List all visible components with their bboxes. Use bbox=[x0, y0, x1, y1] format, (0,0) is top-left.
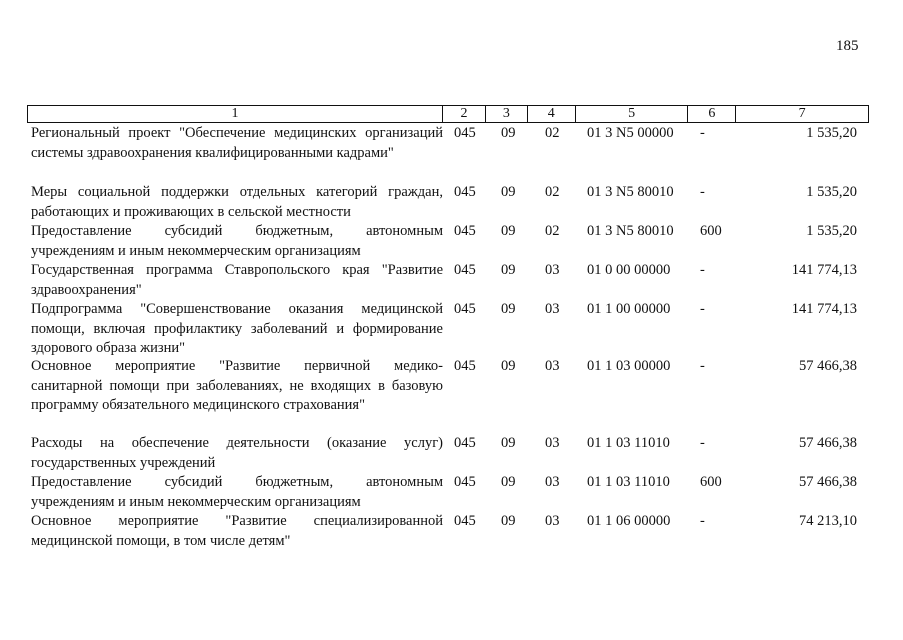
row-code-expense-type: - bbox=[700, 358, 705, 374]
row-description-line: учреждениям и иным некоммерческим организациям bbox=[31, 493, 361, 510]
row-code-target: 01 1 03 11010 bbox=[587, 435, 670, 451]
row-code-target: 01 1 00 00000 bbox=[587, 301, 671, 317]
row-description-line: здорового образа жизни" bbox=[31, 340, 186, 356]
row-code-expense-type: - bbox=[700, 125, 705, 141]
header-col-3: 3 bbox=[486, 106, 528, 122]
row-description-line: Основное мероприятие "Развитие первичной медико- bbox=[31, 358, 443, 374]
row-code-subsection: 03 bbox=[545, 358, 560, 374]
header-col-1: 1 bbox=[28, 106, 443, 122]
row-code-target: 01 3 N5 80010 bbox=[587, 223, 674, 239]
row-code-ministry: 045 bbox=[454, 184, 476, 200]
row-code-subsection: 03 bbox=[545, 435, 560, 451]
row-code-ministry: 045 bbox=[454, 513, 476, 529]
row-amount: 74 213,10 bbox=[799, 513, 857, 529]
row-description bbox=[31, 473, 443, 512]
row-code-subsection: 03 bbox=[545, 262, 560, 278]
row-amount: 57 466,38 bbox=[799, 435, 857, 451]
row-code-subsection: 03 bbox=[545, 474, 560, 490]
row-amount: 141 774,13 bbox=[791, 262, 857, 278]
row-description-line: Предоставление субсидий бюджетным, автономным bbox=[31, 474, 443, 490]
row-description bbox=[31, 183, 443, 222]
row-description bbox=[31, 222, 443, 261]
header-col-7: 7 bbox=[798, 106, 806, 121]
row-amount: 1 535,20 bbox=[806, 184, 857, 200]
row-code-expense-type: 600 bbox=[700, 223, 722, 239]
row-code-section: 09 bbox=[501, 358, 516, 374]
row-code-expense-type: - bbox=[700, 262, 705, 278]
row-description-line: Меры социальной поддержки отдельных категорий граждан, bbox=[31, 184, 443, 200]
row-code-ministry: 045 bbox=[454, 474, 476, 490]
row-code-section: 09 bbox=[501, 184, 516, 200]
row-amount: 57 466,38 bbox=[799, 358, 857, 374]
row-description-line: Основное мероприятие "Развитие специализированной bbox=[31, 513, 443, 529]
row-description-line: здравоохранения" bbox=[31, 281, 142, 298]
row-code-expense-type: - bbox=[700, 301, 705, 317]
row-code-expense-type: - bbox=[700, 435, 705, 451]
row-amount: 1 535,20 bbox=[806, 223, 857, 239]
row-code-expense-type: 600 bbox=[700, 474, 722, 490]
row-code-subsection: 03 bbox=[545, 301, 560, 317]
row-description bbox=[31, 357, 443, 416]
row-code-target: 01 1 03 00000 bbox=[587, 358, 671, 374]
row-description-line: медицинской помощи, в том числе детям" bbox=[31, 532, 291, 549]
row-amount: 141 774,13 bbox=[791, 301, 857, 317]
row-code-ministry: 045 bbox=[454, 223, 476, 239]
row-code-target: 01 0 00 00000 bbox=[587, 262, 671, 278]
row-amount: 57 466,38 bbox=[799, 474, 857, 490]
row-code-target: 01 3 N5 80010 bbox=[587, 184, 674, 200]
row-code-target: 01 1 03 11010 bbox=[587, 474, 670, 490]
row-description bbox=[31, 300, 443, 359]
row-code-section: 09 bbox=[501, 301, 516, 317]
row-description-line: Расходы на обеспечение деятельности (оказание услуг) bbox=[31, 435, 443, 451]
row-code-section: 09 bbox=[501, 474, 516, 490]
row-code-subsection: 03 bbox=[545, 513, 560, 529]
row-description-line: государственных учреждений bbox=[31, 454, 216, 471]
row-description-line: системы здравоохранения квалифицированными кадрами" bbox=[31, 144, 394, 161]
row-code-section: 09 bbox=[501, 223, 516, 239]
row-description-line: Региональный проект "Обеспечение медицинских организаций bbox=[31, 125, 443, 141]
row-description-line: Подпрограмма "Совершенствование оказания медицинской bbox=[31, 301, 443, 317]
row-amount: 1 535,20 bbox=[806, 125, 857, 141]
row-code-section: 09 bbox=[501, 513, 516, 529]
row-code-ministry: 045 bbox=[454, 435, 476, 451]
row-description-line: программу обязательного медицинского страхования" bbox=[31, 397, 366, 413]
row-description bbox=[31, 434, 443, 473]
row-code-expense-type: - bbox=[700, 184, 705, 200]
header-col-5: 5 bbox=[576, 106, 689, 122]
header-col-2: 2 bbox=[443, 106, 486, 122]
row-code-section: 09 bbox=[501, 435, 516, 451]
row-code-subsection: 02 bbox=[545, 223, 560, 239]
row-description-line: работающих и проживающих в сельской местности bbox=[31, 203, 351, 220]
row-code-ministry: 045 bbox=[454, 358, 476, 374]
row-description-line: санитарной помощи при заболеваниях, не входящих в базовую bbox=[31, 377, 443, 394]
row-code-section: 09 bbox=[501, 262, 516, 278]
page-number: 185 bbox=[836, 38, 859, 54]
header-col-4: 4 bbox=[528, 106, 576, 122]
row-description-line: учреждениям и иным некоммерческим организациям bbox=[31, 242, 361, 259]
row-code-target: 01 1 06 00000 bbox=[587, 513, 671, 529]
row-code-subsection: 02 bbox=[545, 125, 560, 141]
row-description-line: Государственная программа Ставропольского края "Развитие bbox=[31, 262, 443, 278]
row-description bbox=[31, 124, 443, 163]
row-description bbox=[31, 261, 443, 300]
row-code-ministry: 045 bbox=[454, 301, 476, 317]
row-code-section: 09 bbox=[501, 125, 516, 141]
row-description-line: Предоставление субсидий бюджетным, автономным bbox=[31, 223, 443, 239]
row-code-ministry: 045 bbox=[454, 125, 476, 141]
row-description-line: помощи, включая профилактику заболеваний и формирование bbox=[31, 320, 443, 337]
header-col-6: 6 bbox=[688, 106, 736, 122]
table-header bbox=[27, 105, 869, 123]
row-description bbox=[31, 512, 443, 551]
row-code-ministry: 045 bbox=[454, 262, 476, 278]
row-code-expense-type: - bbox=[700, 513, 705, 529]
row-code-subsection: 02 bbox=[545, 184, 560, 200]
row-code-target: 01 3 N5 00000 bbox=[587, 125, 674, 141]
